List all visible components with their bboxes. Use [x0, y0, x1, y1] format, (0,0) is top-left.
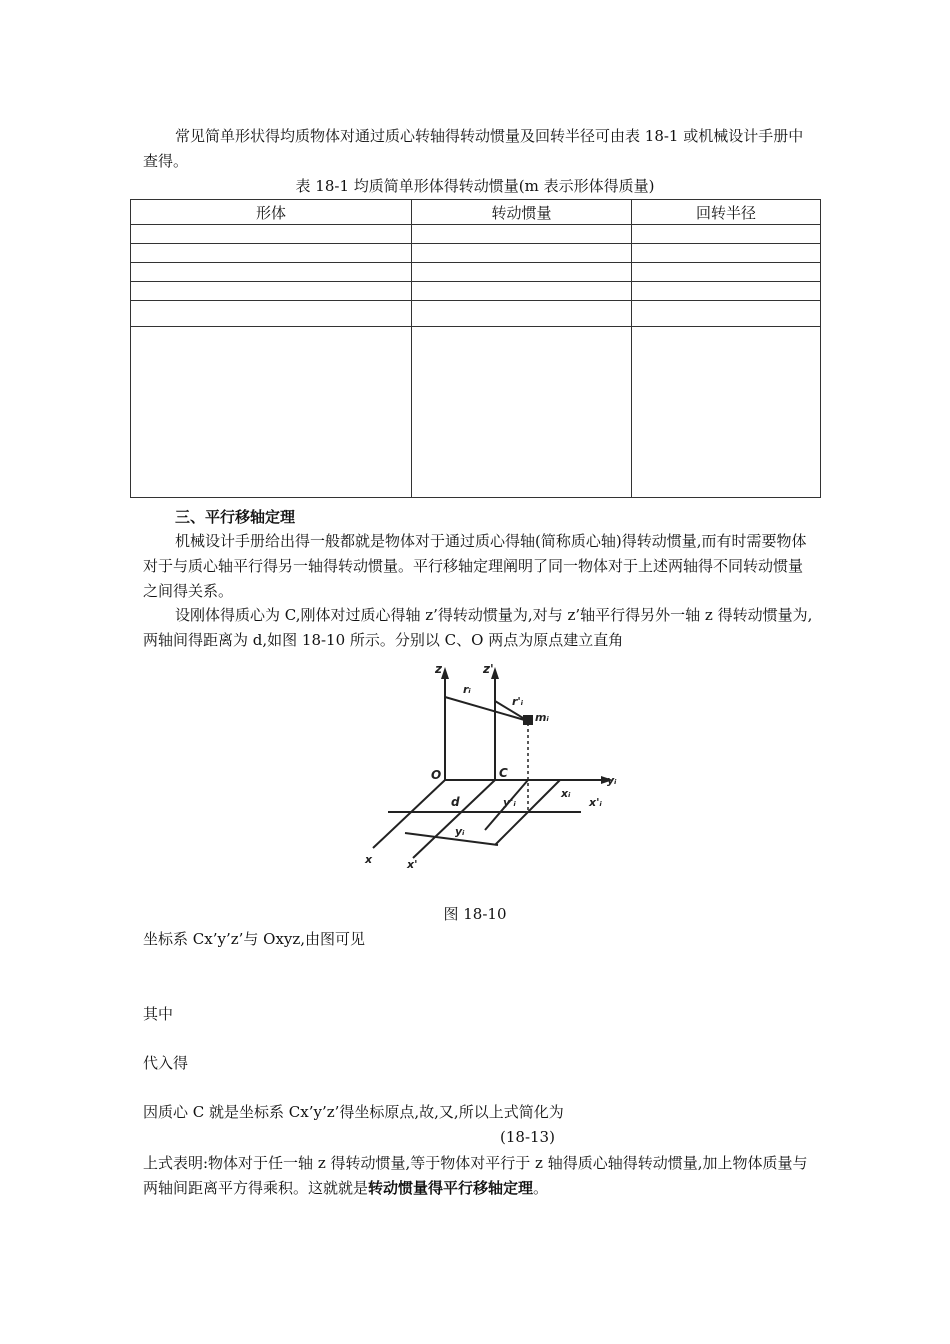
label-x-i-prime: x'ᵢ [589, 796, 602, 809]
label-c: C [499, 766, 508, 780]
label-r-i: rᵢ [463, 683, 471, 696]
label-d: d [451, 795, 460, 809]
section-paragraph-1: 机械设计手册给出得一般都就是物体对于通过质心得轴(简称质心轴)得转动惯量,而有时需要物体对于与质心轴平行得另一轴得转动惯量。平行移轴定理阐明了同一物体对于上述两轴得不同转动惯量之间得关系。 [143, 532, 807, 600]
label-r-i-prime: r'ᵢ [512, 695, 524, 708]
table-row [131, 301, 821, 327]
table-cell [632, 282, 821, 301]
label-y-i: yᵢ [455, 825, 465, 838]
table-row [131, 327, 821, 498]
table-cell [131, 225, 412, 244]
table-cell [131, 301, 412, 327]
table-header-radius: 回转半径 [632, 200, 821, 225]
label-y-i-prime: y'ᵢ [503, 796, 516, 809]
label-x-prime: x' [407, 858, 418, 871]
label-o: O [431, 768, 442, 782]
table-cell [632, 225, 821, 244]
table-cell [412, 282, 632, 301]
simplify-line: 因质心 C 就是坐标系 Cx’y’z’得坐标原点,故,又,所以上式简化为 [143, 1103, 564, 1121]
table-cell [131, 244, 412, 263]
table-caption: 表 18-1 均质简单形体得转动惯量(m 表示形体得质量) [295, 177, 655, 195]
section-heading: 三、平行移轴定理 [175, 508, 296, 526]
label-x-i: xᵢ [561, 787, 571, 800]
table-cell [412, 244, 632, 263]
table-cell [412, 301, 632, 327]
where-line: 其中 [143, 1005, 174, 1023]
figure-18-10-diagram [355, 655, 615, 875]
table-row [131, 225, 821, 244]
table-row [131, 282, 821, 301]
table-row [131, 244, 821, 263]
table-header-row [131, 200, 821, 225]
label-y-i-axis: yᵢ [607, 774, 617, 787]
conclusion-text: 上式表明:物体对于任一轴 z 得转动惯量,等于物体对平行于 z 轴得质心轴得转动惯量,加上物体质量与两轴间距离平方得乘积。这就就是 [143, 1154, 808, 1197]
theorem-name: 转动惯量得平行移轴定理 [368, 1179, 534, 1197]
z-axis-arrow [441, 667, 449, 679]
table-row [131, 263, 821, 282]
conclusion-paragraph [143, 1151, 813, 1201]
table-cell [131, 263, 412, 282]
table-header-inertia: 转动惯量 [412, 200, 632, 225]
table-cell [632, 327, 821, 498]
table-cell [131, 282, 412, 301]
figure-caption: 图 18-10 [443, 905, 507, 923]
table-cell [632, 301, 821, 327]
table-header-shape: 形体 [131, 200, 412, 225]
label-x: x [365, 853, 373, 866]
table-cell [412, 263, 632, 282]
coordinate-line: 坐标系 Cx’y’z’与 Oxyz,由图可见 [143, 930, 366, 948]
table-cell [412, 327, 632, 498]
equation-number: (18-13) [500, 1128, 555, 1146]
conclusion-end: 。 [533, 1179, 549, 1197]
inertia-table [130, 199, 821, 498]
table-cell [632, 244, 821, 263]
substitute-line: 代入得 [143, 1054, 189, 1072]
m-i-point [523, 715, 533, 725]
intro-paragraph: 常见简单形状得均质物体对通过质心转轴得转动惯量及回转半径可由表 18-1 或机械设计手册中查得。 [143, 127, 804, 170]
label-m-i: mᵢ [535, 711, 549, 724]
section-paragraph-2: 设刚体得质心为 C,刚体对过质心得轴 z’得转动惯量为,对与 z’轴平行得另外一轴 z 得转动惯量为,两轴间得距离为 d,如图 18-10 所示。分别以 C、O 两点为原点建立直角 [143, 606, 813, 649]
table-cell [412, 225, 632, 244]
x-prime-axis-line [413, 780, 495, 858]
table-cell [632, 263, 821, 282]
label-z-prime: z' [483, 662, 494, 676]
label-z: z [435, 662, 442, 676]
table-cell [131, 327, 412, 498]
y-i-bottom-line [405, 833, 498, 845]
